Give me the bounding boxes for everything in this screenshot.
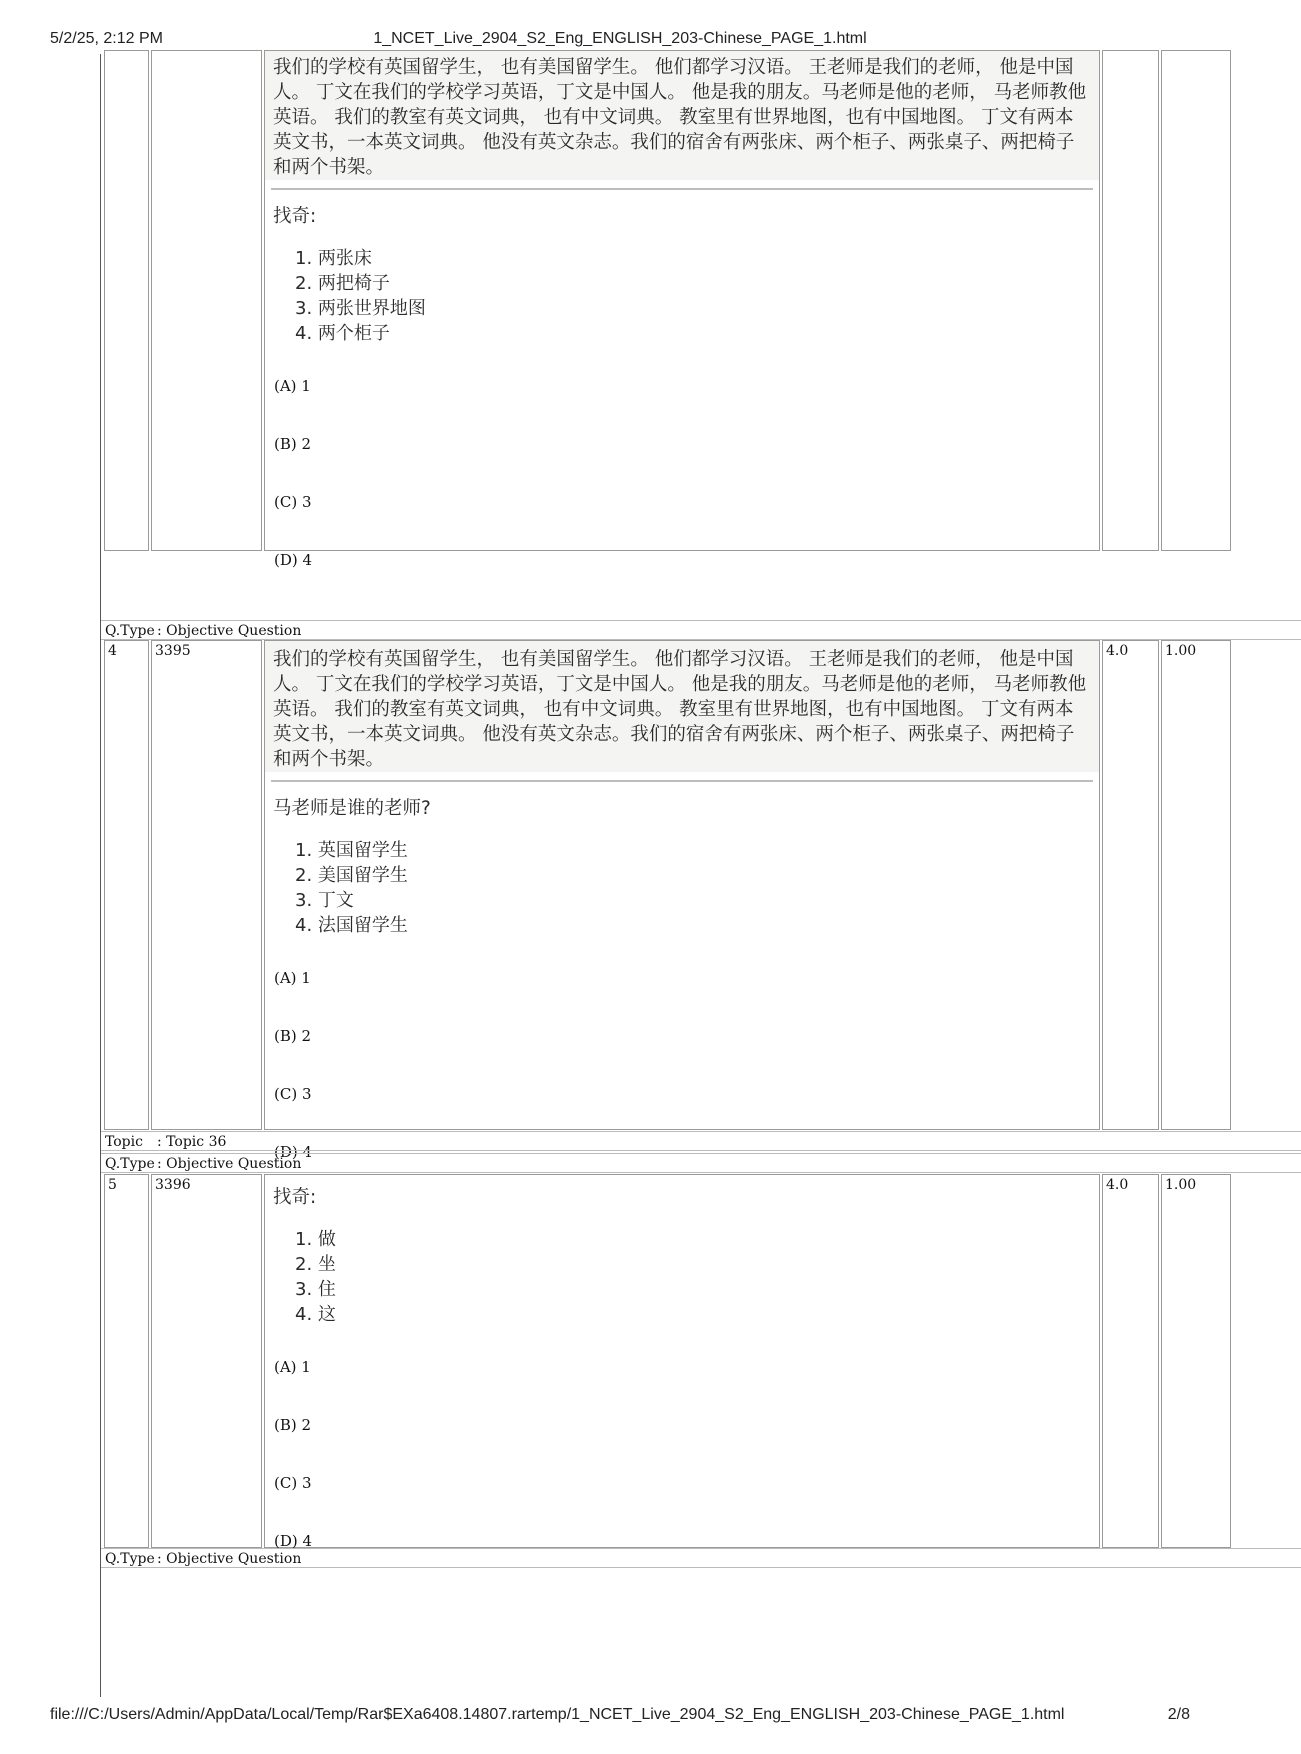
option-c: (C) 3 <box>274 1474 312 1492</box>
choice-item: 2. 两把椅子 <box>295 273 390 294</box>
reading-passage: 我们的学校有英国留学生， 也有美国留学生。 他们都学习汉语。 王老师是我们的老师， 他是中国人。 丁文在我们的学校学习英语，丁文是中国人。 他是我的朋友。马老师是他的老师， 马老师教他英语。 我们的教室有英文词典， 也有中文词典。 教室里有世界地图，也有中国地图。 丁文有两本英文书，一本英文词典。 他没有英文杂志。我们的宿舍有两张床、两个柜子、两张桌子、两把椅子和两个书架。 <box>265 641 1099 772</box>
option-a: (A) 1 <box>274 1358 311 1376</box>
option-d: (D) 4 <box>274 1532 313 1550</box>
topic-key: Topic <box>105 1134 143 1150</box>
question-prompt: 找奇: <box>273 1187 317 1208</box>
qtype-key: Q.Type <box>105 1156 155 1172</box>
question-id-cell <box>151 50 262 551</box>
choice-item: 4. 这 <box>295 1304 336 1325</box>
marks-cell: 4.0 <box>1102 640 1159 1130</box>
question-number-cell <box>104 50 149 551</box>
qtype-value: : Objective Question <box>157 623 302 639</box>
question-id-cell: 3395 <box>151 640 262 1130</box>
answer-options <box>265 376 1099 608</box>
question-row <box>101 1174 1301 1548</box>
negative-marks-cell <box>1161 50 1231 551</box>
question-content-cell <box>264 640 1100 1161</box>
qtype-line <box>101 620 1301 640</box>
topic-value: : Topic 36 <box>157 1134 227 1150</box>
print-file-path: file:///C:/Users/Admin/AppData/Local/Temp/Rar$EXa6408.14807.rartemp/1_NCET_Live_2904_S2_Eng_ENGLISH_203-Chinese_PAGE_1.html <box>50 1706 1065 1723</box>
question-id-cell: 3396 <box>151 1174 262 1548</box>
option-d: (D) 4 <box>274 551 313 569</box>
topic-line <box>101 1131 1301 1151</box>
print-doc-title: 1_NCET_Live_2904_S2_Eng_ENGLISH_203-Chinese_PAGE_1.html <box>373 30 867 47</box>
qtype-line <box>101 1153 1301 1173</box>
print-page-indicator: 2/8 <box>1167 1706 1190 1723</box>
choice-item: 1. 两张床 <box>295 248 372 269</box>
qtype-key: Q.Type <box>105 623 155 639</box>
reading-passage: 我们的学校有英国留学生， 也有美国留学生。 他们都学习汉语。 王老师是我们的老师， 他是中国人。 丁文在我们的学校学习英语，丁文是中国人。 他是我的朋友。马老师是他的老师， 马老师教他英语。 我们的教室有英文词典， 也有中文词典。 教室里有世界地图，也有中国地图。 丁文有两本英文书，一本英文词典。 他没有英文杂志。我们的宿舍有两张床、两个柜子、两张桌子、两把椅子和两个书架。 <box>265 51 1099 180</box>
choice-item: 3. 丁文 <box>295 890 354 911</box>
question-number-cell: 5 <box>104 1174 149 1548</box>
print-footer <box>50 1706 1190 1730</box>
choice-item: 3. 两张世界地图 <box>295 298 426 319</box>
question-row <box>101 50 1301 569</box>
qtype-value: : Objective Question <box>157 1156 302 1172</box>
choice-item: 4. 法国留学生 <box>295 915 408 936</box>
option-d: (D) 4 <box>274 1143 313 1161</box>
option-c: (C) 3 <box>274 493 312 511</box>
question-content-cell <box>264 50 1100 569</box>
choice-list <box>295 1227 1099 1327</box>
divider <box>271 780 1093 782</box>
marks-cell <box>1102 50 1159 551</box>
option-b: (B) 2 <box>274 1027 312 1045</box>
choice-item: 2. 美国留学生 <box>295 865 408 886</box>
choice-item: 1. 英国留学生 <box>295 840 408 861</box>
question-number-cell: 4 <box>104 640 149 1130</box>
qtype-value: : Objective Question <box>157 1551 302 1567</box>
choice-list <box>295 246 1099 346</box>
option-a: (A) 1 <box>274 377 311 395</box>
qtype-line <box>101 1548 1301 1568</box>
question-content-cell <box>264 1174 1100 1548</box>
option-b: (B) 2 <box>274 435 312 453</box>
marks-cell: 4.0 <box>1102 1174 1159 1548</box>
negative-marks-cell: 1.00 <box>1161 640 1231 1130</box>
choice-list <box>295 838 1099 938</box>
choice-item: 2. 坐 <box>295 1254 336 1275</box>
question-prompt: 找奇: <box>273 206 317 227</box>
question-table <box>100 54 1197 1697</box>
question-prompt: 马老师是谁的老师? <box>273 798 431 819</box>
choice-item: 4. 两个柜子 <box>295 323 390 344</box>
divider <box>271 188 1093 190</box>
qtype-key: Q.Type <box>105 1551 155 1567</box>
choice-item: 3. 住 <box>295 1279 336 1300</box>
print-datetime: 5/2/25, 2:12 PM <box>50 30 163 47</box>
option-c: (C) 3 <box>274 1085 312 1103</box>
option-b: (B) 2 <box>274 1416 312 1434</box>
choice-item: 1. 做 <box>295 1229 336 1250</box>
option-a: (A) 1 <box>274 969 311 987</box>
negative-marks-cell: 1.00 <box>1161 1174 1231 1548</box>
